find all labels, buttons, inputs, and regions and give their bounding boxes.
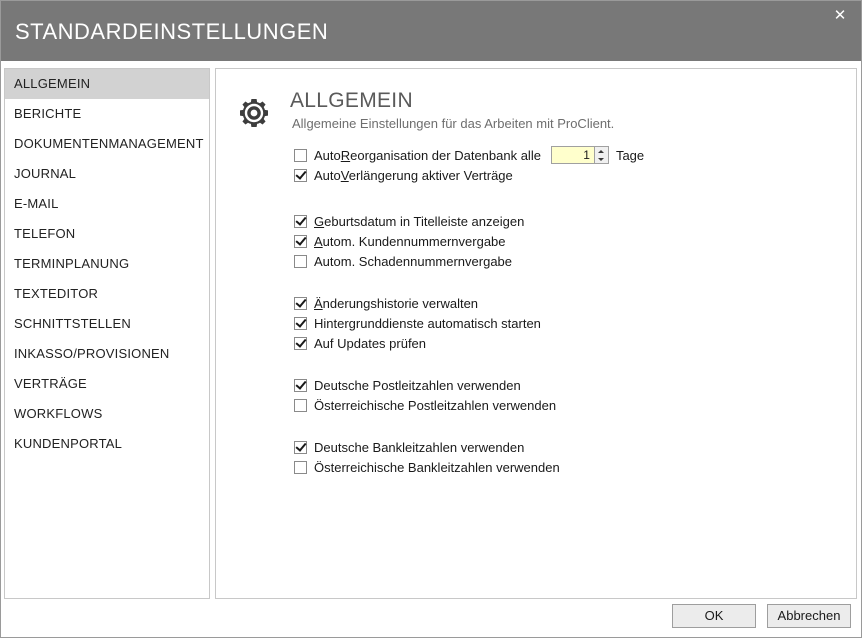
gear-icon [236,95,272,131]
content-header [216,83,856,139]
sidebar-item-label: JOURNAL [14,166,77,181]
stepper-up-icon[interactable] [595,147,608,155]
checkbox-label: Autom. Schadennummernvergabe [314,253,513,269]
sidebar-item-workflows[interactable] [5,399,209,429]
sidebar-item-label: TERMINPLANUNG [14,256,130,271]
group-spacer [294,185,846,211]
sidebar-item-terminplanung[interactable] [5,249,209,279]
checkbox-label: Auf Updates prüfen [314,335,427,351]
content-subtitle: Allgemeine Einstellungen für das Arbeiten mit ProClient. [292,116,615,131]
dialog-body [1,62,861,637]
option-row [294,251,846,271]
content-title: ALLGEMEIN [290,89,413,112]
option-row [294,375,846,395]
sidebar-item-label: INKASSO/PROVISIONEN [14,346,170,361]
group-spacer [294,415,846,437]
option-row [294,211,846,231]
option-row [294,165,846,185]
checkbox[interactable] [294,235,307,248]
close-icon[interactable]: ✕ [833,7,847,24]
checkbox-label: Deutsche Bankleitzahlen verwenden [314,439,525,455]
sidebar-item-label: ALLGEMEIN [14,76,91,91]
stepper-down-icon[interactable] [595,155,608,163]
checkbox[interactable] [294,297,307,310]
checkbox[interactable] [294,215,307,228]
content-panel [215,68,857,599]
option-row [294,293,846,313]
title-bar [1,1,861,61]
option-row [294,437,846,457]
sidebar-item-vertr-ge[interactable] [5,369,209,399]
reorg-interval-input[interactable] [551,146,595,164]
checkbox-label: Österreichische Postleitzahlen verwenden [314,397,557,413]
checkbox[interactable] [294,337,307,350]
checkbox[interactable] [294,255,307,268]
option-row [294,457,846,477]
option-row [294,145,846,165]
checkbox-label: AutoVerlängerung aktiver Verträge [314,167,513,183]
sidebar-item-journal[interactable] [5,159,209,189]
option-row [294,395,846,415]
sidebar-item-label: DOKUMENTENMANAGEMENT [14,136,204,151]
checkbox[interactable] [294,169,307,182]
sidebar-item-telefon[interactable] [5,219,209,249]
sidebar-item-label: WORKFLOWS [14,406,103,421]
sidebar-item-schnittstellen[interactable] [5,309,209,339]
sidebar-item-label: KUNDENPORTAL [14,436,123,451]
sidebar-item-allgemein[interactable] [5,69,209,99]
ok-button[interactable]: OK [672,604,756,628]
checkbox[interactable] [294,379,307,392]
stepper-buttons[interactable] [595,146,609,164]
checkbox[interactable] [294,441,307,454]
sidebar-item-label: SCHNITTSTELLEN [14,316,131,331]
group-spacer [294,271,846,293]
checkbox[interactable] [294,317,307,330]
dialog-footer [1,599,861,637]
checkbox-label: Hintergrunddienste automatisch starten [314,315,541,331]
reorg-interval-stepper[interactable] [551,146,609,164]
group-spacer [294,353,846,375]
sidebar-item-e-mail[interactable] [5,189,209,219]
sidebar-item-label: BERICHTE [14,106,82,121]
checkbox-label: Deutsche Postleitzahlen verwenden [314,377,521,393]
sidebar-item-inkasso-provisionen[interactable] [5,339,209,369]
checkbox-label: AutoReorganisation der Datenbank alle [314,147,541,163]
checkbox-label: Autom. Kundennummernvergabe [314,233,506,249]
checkbox-label: Geburtsdatum in Titelleiste anzeigen [314,213,525,229]
options-list [294,145,846,477]
page-title: STANDARDEINSTELLUNGEN [15,19,329,44]
sidebar-item-label: VERTRÄGE [14,376,87,391]
option-row [294,231,846,251]
option-row [294,333,846,353]
checkbox-label: Änderungshistorie verwalten [314,295,479,311]
reorg-interval-unit: Tage [615,147,645,163]
sidebar [4,68,210,599]
sidebar-item-label: TEXTEDITOR [14,286,99,301]
checkbox[interactable] [294,461,307,474]
sidebar-item-berichte[interactable] [5,99,209,129]
sidebar-item-texteditor[interactable] [5,279,209,309]
cancel-button[interactable]: Abbrechen [767,604,851,628]
sidebar-item-label: E-MAIL [14,196,59,211]
checkbox-label: Österreichische Bankleitzahlen verwenden [314,459,560,475]
checkbox[interactable] [294,399,307,412]
option-row [294,313,846,333]
checkbox[interactable] [294,149,307,162]
sidebar-item-label: TELEFON [14,226,76,241]
sidebar-item-kundenportal[interactable] [5,429,209,459]
sidebar-item-dokumentenmanagement[interactable] [5,129,209,159]
